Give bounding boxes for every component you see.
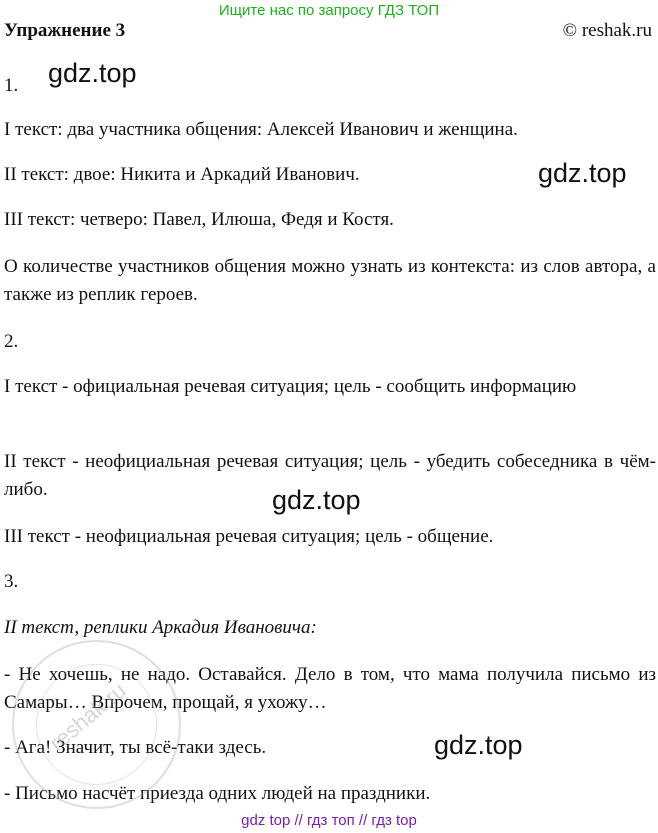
answer-line-7: III текст - неофициальная речевая ситуация; цель - общение. [4, 526, 494, 547]
answer-paragraph-4: О количестве участников общения можно узнать из контекста: из слов автора, а также из реплик героев. [4, 256, 656, 305]
answer-paragraph-9: - Не хочешь, не надо. Оставайся. Дело в том, что мама получила письмо из Самары… Впрочем, прощай, я ухожу… [4, 664, 656, 713]
answer-paragraph-5: I текст - официальная речевая ситуация; цель - сообщить информацию [4, 376, 577, 397]
section-number-1: 1. [4, 75, 19, 96]
answer-line-1: I текст: два участника общения: Алексей Иванович и женщина. [4, 119, 518, 140]
answer-paragraph-6: II текст - неофициальная речевая ситуация; цель - убедить собеседника в чём-либо. [4, 451, 656, 500]
exercise-heading: Упражнение 3 [4, 20, 126, 41]
answer-subheading: II текст, реплики Аркадия Ивановича: [4, 617, 317, 638]
answer-line-10: - Ага! Значит, ты всё-таки здесь. [4, 737, 267, 758]
watermark: gdz.top [538, 158, 627, 188]
section-number-2: 2. [4, 331, 19, 352]
watermark: gdz.top [434, 730, 523, 760]
stamp-text: reshak.ru [44, 677, 131, 756]
answer-line-2: II текст: двое: Никита и Аркадий Иванович. [4, 164, 360, 185]
answer-line-3: III текст: четверо: Павел, Илюша, Федя и Костя. [4, 209, 394, 230]
watermark: gdz.top [272, 485, 361, 515]
top-banner-link[interactable]: Ищите нас по запросу ГДЗ ТОП [218, 2, 440, 19]
copyright-label: © reshak.ru [562, 20, 652, 41]
watermark: gdz.top [48, 58, 137, 88]
bottom-banner-links[interactable]: gdz top // гдз топ // гдз top [241, 812, 417, 829]
answer-line-11: - Письмо насчёт приезда одних людей на праздники. [4, 783, 431, 804]
section-number-3: 3. [4, 571, 19, 592]
